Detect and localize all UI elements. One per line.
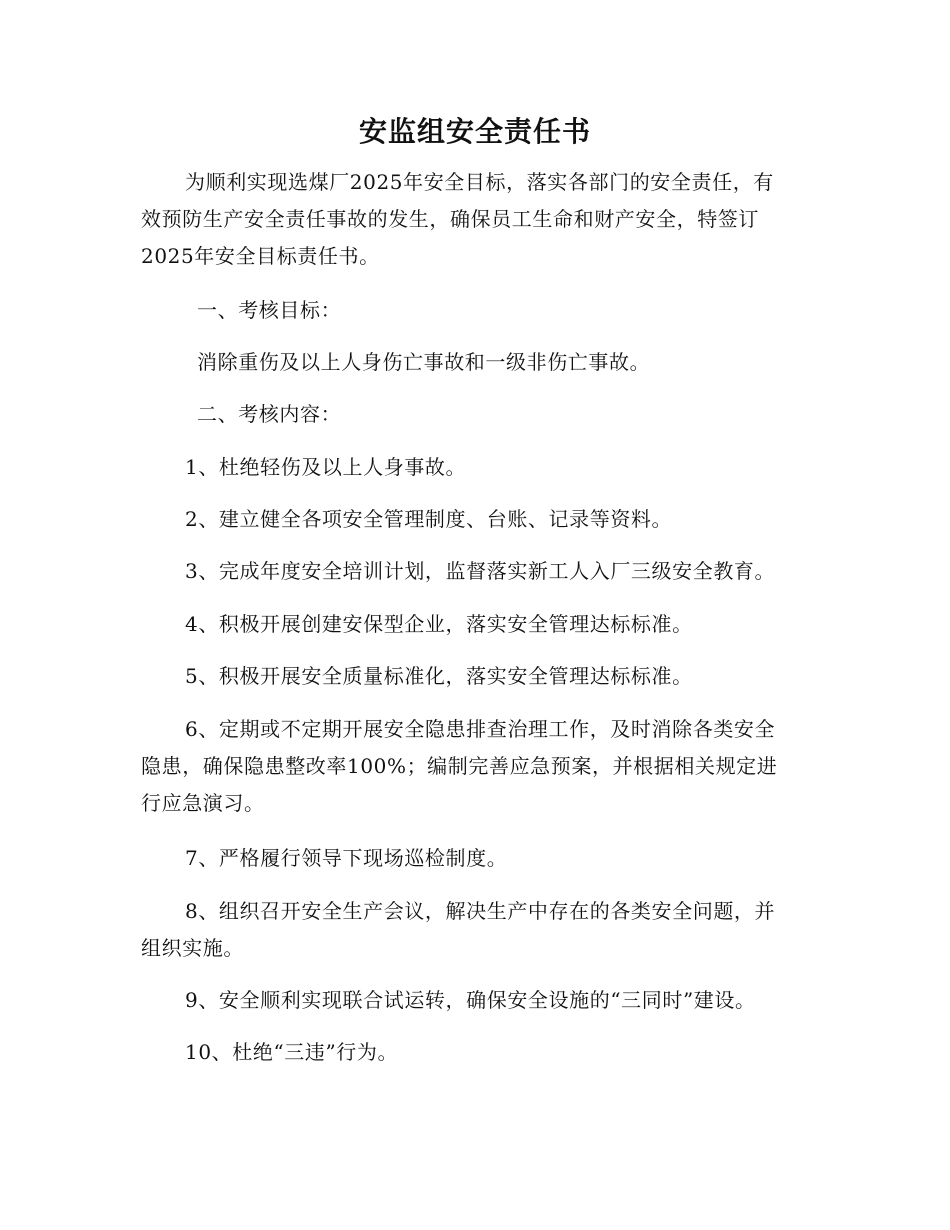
list-item: 4、积极开展创建安保型企业，落实安全管理达标标准。 (185, 612, 693, 636)
section2-heading: 二、考核内容： (197, 402, 342, 426)
list-item: 6、定期或不定期开展安全隐患排查治理工作，及时消除各类安全 隐患，确保隐患整改率100%；编制完善应急预案，并根据相关规定进 行应急演习。 (141, 717, 778, 815)
section1-text: 消除重伤及以上人身伤亡事故和一级非伤亡事故。 (197, 350, 651, 374)
list-item: 7、严格履行领导下现场巡检制度。 (185, 846, 508, 870)
intro-line: 为顺利实现选煤厂2025年安全目标，落实各部门的安全责任，有 (185, 170, 774, 194)
list-item: 9、安全顺利实现联合试运转，确保安全设施的“三同时”建设。 (185, 988, 756, 1012)
list-item: 10、杜绝“三违”行为。 (185, 1040, 399, 1064)
list-item: 8、组织召开安全生产会议，解决生产中存在的各类安全问题，并 组织实施。 (141, 899, 776, 960)
intro-line: 效预防生产安全责任事故的发生，确保员工生命和财产安全，特签订 (141, 207, 759, 231)
list-item: 1、杜绝轻伤及以上人身事故。 (185, 455, 467, 479)
section1-heading: 一、考核目标： (197, 298, 342, 322)
list-item: 5、积极开展安全质量标准化，落实安全管理达标标准。 (185, 664, 693, 688)
list-item: 2、建立健全各项安全管理制度、台账、记录等资料。 (185, 507, 673, 531)
list-item: 3、完成年度安全培训计划，监督落实新工人入厂三级安全教育。 (185, 559, 776, 583)
intro-paragraph (141, 164, 813, 275)
intro-line: 2025年安全目标责任书。 (141, 244, 380, 268)
document-title: 安监组安全责任书 (358, 115, 591, 148)
